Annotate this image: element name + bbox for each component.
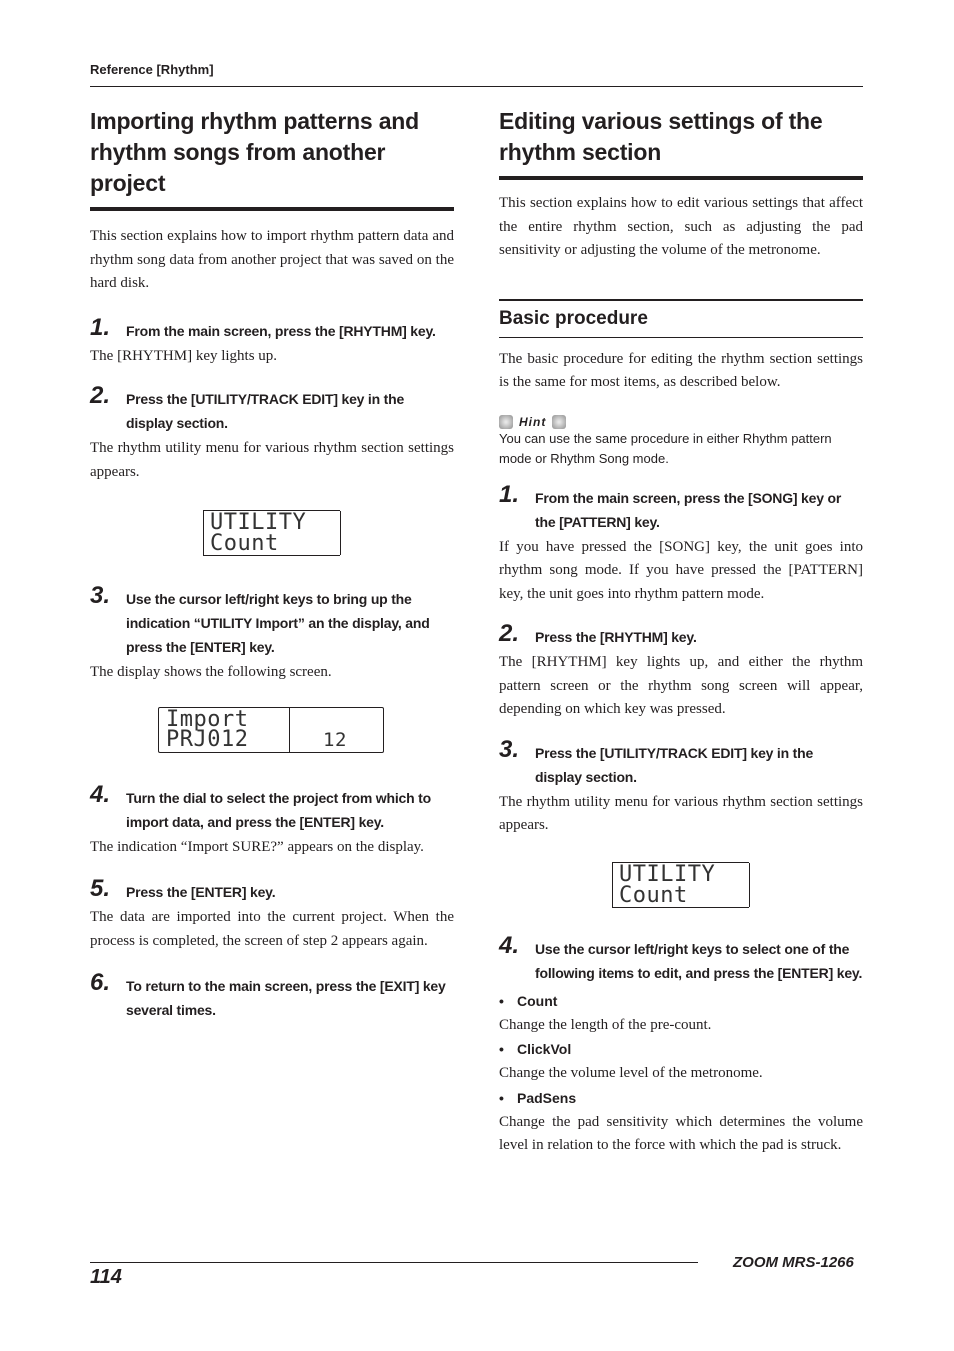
step-number: 3. [499,735,520,763]
step-number: 3. [90,582,111,609]
right-column [499,106,863,1158]
step-result: The data are imported into the current project. When the process is completed, the screen of step 2 appears again. [90,909,454,949]
step-instruction: Press the [UTILITY/TRACK EDIT] key in the display section. [535,744,814,785]
item-description: Change the volume level of the metronome. [499,1065,763,1081]
step-instruction: Turn the dial to select the project from which to import data, and press the [ENTER] key. [126,789,431,830]
header-rule [90,86,863,87]
section-title-import: Importing rhythm patterns and rhythm songs from another project [90,108,419,196]
step-instruction: From the main screen, press the [SONG] key or the [PATTERN] key. [535,489,842,530]
import-step-5 [90,877,454,904]
step-number: 4. [499,931,520,959]
step-number: 1. [90,313,111,341]
import-step-3 [90,584,454,659]
step-number: 5. [90,875,111,902]
lcd-line-1: UTILITY [619,861,716,887]
lcd-line-1: Import [166,706,249,732]
edit-step-4 [499,931,863,985]
item-name: PadSens [517,1089,577,1106]
import-step-2 [90,384,454,435]
lcd-line-2: Count [619,882,688,908]
title-rule [499,176,863,180]
step-instruction: From the main screen, press the [RHYTHM] key. [126,322,436,339]
import-step-4 [90,780,454,834]
hint-label: Hint [519,414,547,429]
import-step-1 [90,313,454,343]
lcd-utility-count [203,510,340,556]
step-instruction: To return to the main screen, press the [EXIT] key several times. [126,978,446,1018]
subheading-basic-procedure: Basic procedure [499,307,648,329]
step-number: 1. [499,480,520,508]
edit-step-3 [499,735,863,789]
step-number: 6. [90,969,111,996]
step-result: If you have pressed the [SONG] key, the unit goes into rhythm song mode. If you have pressed the [PATTERN] key, the unit goes into rhythm pattern mode. [499,538,863,602]
import-intro: This section explains how to import rhythm pattern data and rhythm song data from another project that was saved on the hard disk. [90,228,454,291]
editing-intro: This section explains how to edit various settings that affect the entire rhythm section, such as adjusting the pad sensitivity or adjusting the volume of the metronome. [499,195,863,258]
item-padsens: • PadSens [499,1089,577,1106]
step-number: 4. [90,780,111,808]
running-header: Reference [Rhythm] [90,62,214,77]
step-result: The rhythm utility menu for various rhythm section settings appears. [90,440,454,480]
step-instruction: Press the [UTILITY/TRACK EDIT] key in the display section. [126,391,405,431]
hint-text: You can use the same procedure in either Rhythm pattern mode or Rhythm Song mode. [499,430,832,466]
item-clickvol: • ClickVol [499,1041,572,1057]
lcd-import-project [158,707,384,753]
hint-marker-icon [552,415,566,429]
step-result: The display shows the following screen. [90,664,332,680]
step-result: The [RHYTHM] key lights up, and either the rhythm pattern screen or the rhythm song screen will appear, depending on which key was pressed. [499,654,863,717]
basic-procedure-intro: The basic procedure for editing the rhythm section settings is the same for most items, as described below. [499,350,863,390]
step-number: 2. [90,382,111,409]
footer-rule [90,1262,698,1263]
product-name: ZOOM MRS-1266 [733,1254,854,1271]
title-rule [90,207,454,211]
item-name: Count [517,992,558,1009]
step-result: The [RHYTHM] key lights up. [90,347,278,364]
item-description: Change the length of the pre-count. [499,1016,712,1033]
item-description: Change the pad sensitivity which determines the volume level in relation to the force with which the pad is struck. [499,1113,863,1153]
lcd-line-2: PRJ012 [166,726,249,752]
lcd-line-2: Count [210,531,279,556]
edit-step-1 [499,480,863,534]
left-column [90,106,454,1022]
step-instruction: Press the [RHYTHM] key. [535,629,697,645]
section-title-editing: Editing various settings of the rhythm section [499,108,823,165]
step-result: The rhythm utility menu for various rhythm section settings appears. [499,793,863,833]
hint-marker-icon [499,415,513,429]
step-instruction: Use the cursor left/right keys to select one of the following items to edit, and press the [ENTER] key. [535,940,863,981]
step-instruction: Press the [ENTER] key. [126,884,276,900]
item-count: • Count [499,992,558,1009]
edit-step-2 [499,622,863,649]
page-number: 114 [90,1266,122,1288]
subheading-rule-bottom [499,337,863,338]
step-number: 2. [499,620,520,647]
step-instruction: Use the cursor left/right keys to bring up the indication “UTILITY Import” an the display, and press the [ENTER] key. [126,591,430,655]
item-name: ClickVol [517,1041,572,1057]
import-step-6 [90,971,454,1022]
lcd-utility-count [612,862,749,908]
lcd-line-1: UTILITY [210,510,307,535]
step-result: The indication “Import SURE?” appears on the display. [90,838,424,855]
hint-heading [499,415,863,429]
lcd-project-number: 12 [323,728,347,751]
